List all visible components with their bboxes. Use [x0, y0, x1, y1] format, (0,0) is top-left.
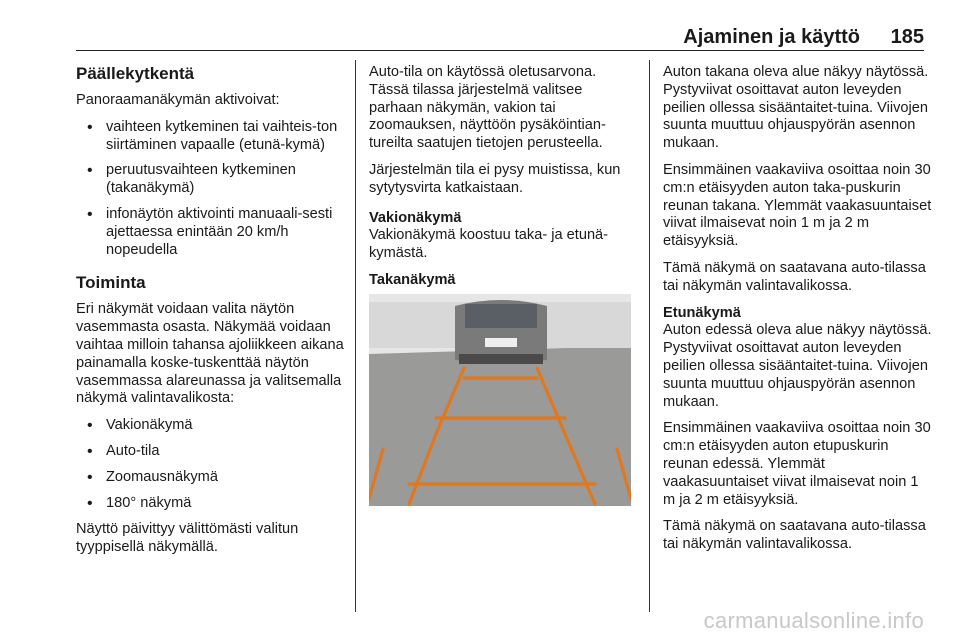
column-divider-1 — [355, 60, 356, 612]
chapter-title: Ajaminen ja käyttö — [683, 26, 860, 48]
list-item: • Auto-tila — [76, 443, 348, 461]
list-item: • infonäytön aktivointi manuaali-sesti ajettaessa enintään 20 km/h nopeudella — [76, 206, 348, 259]
column-2 — [369, 64, 635, 506]
view-list — [76, 417, 348, 512]
update-paragraph: Näyttö päivittyy välittömästi valitun tyyppisellä näkymällä. — [76, 521, 299, 556]
column-3 — [663, 64, 933, 563]
rear-view-paragraph-2: Ensimmäinen vaakaviiva osoittaa noin 30 cm:n etäisyyden auton taka-puskurin reunan takana. Ylemmät vaakasuuntaiset viivat ilmaisevat noin 1 m ja 2 m etäisyyksiä. — [663, 161, 932, 250]
front-view-paragraph-2: Ensimmäinen vaakaviiva osoittaa noin 30 cm:n etäisyyden auton etupuskurin reunan edessä. Ylemmät vaakasuuntaiset viivat ilmaisevat noin 1 m ja 2 m etäisyyksiä. — [663, 420, 931, 508]
heading-standard-view: Vakionäkymä — [369, 209, 462, 226]
list-item: • peruutusvaihteen kytkeminen (takanäkymä) — [76, 162, 348, 198]
header-divider — [76, 50, 924, 51]
rear-view-paragraph-3: Tämä näkymä on saatavana auto-tilassa tai näkymän valintavalikossa. — [663, 259, 926, 294]
page-number: 185 — [890, 26, 924, 48]
activation-intro: Panoraamanäkymän aktivoivat: — [76, 92, 280, 108]
rear-camera-image — [369, 294, 631, 506]
watermark: carmanualsonline.info — [703, 608, 924, 633]
memory-paragraph: Järjestelmän tila ei pysy muistissa, kun sytytysvirta katkaistaan. — [369, 161, 621, 196]
rear-view-paragraph-1: Auton takana oleva alue näkyy näytössä. Pystyviivat osoittavat auton leveyden peilien ollessa sisääntaitet-tuina. Viivojen suunta muuttuu ohjauspyörän asennon mukaan. — [663, 64, 929, 152]
camera-ground — [369, 346, 631, 506]
column-1 — [76, 64, 348, 566]
front-view-paragraph-3: Tämä näkymä on saatavana auto-tilassa tai näkymän valintavalikossa. — [663, 518, 926, 553]
list-item: • Vakionäkymä — [76, 417, 348, 435]
list-item: • Zoomausnäkymä — [76, 469, 348, 487]
list-item: • 180° näkymä — [76, 495, 348, 513]
heading-activation: Päällekytkentä — [76, 64, 195, 83]
front-view-paragraph-1: Auton edessä oleva alue näkyy näytössä. Pystyviivat osoittavat auton leveyden peilien ollessa sisääntaitet-tuina. Viivojen suunta muuttuu ohjauspyörän asennon mukaan. — [663, 322, 932, 410]
page-header — [76, 26, 924, 48]
preceding-car — [455, 300, 547, 364]
standard-view-paragraph: Vakionäkymä koostuu taka- ja etunä-kymästä. — [369, 227, 609, 262]
heading-rear-view: Takanäkymä — [369, 271, 456, 288]
activation-list — [76, 119, 348, 260]
function-paragraph: Eri näkymät voidaan valita näytön vasemmasta osasta. Näkymää voidaan vaihtaa milloin tahansa ajoliikkeen aikana painamalla koske-tuskenttää näytön vasemmassa alareunassa ja valitsemalla näkymä valintavalikosta: — [76, 301, 344, 407]
list-item: • vaihteen kytkeminen tai vaihteis-ton siirtäminen vapaalle (etunä-kymä) — [76, 119, 348, 155]
auto-mode-paragraph: Auto-tila on käytössä oletusarvona. Tässä tilassa järjestelmä valitsee parhaan näkymän, vakion tai zoomauksen, näyttöön pysäköintian-tureilta saatujen tietojen perusteella. — [369, 64, 606, 152]
heading-front-view: Etunäkymä — [663, 304, 741, 321]
column-divider-2 — [649, 60, 650, 612]
heading-function: Toiminta — [76, 273, 146, 293]
